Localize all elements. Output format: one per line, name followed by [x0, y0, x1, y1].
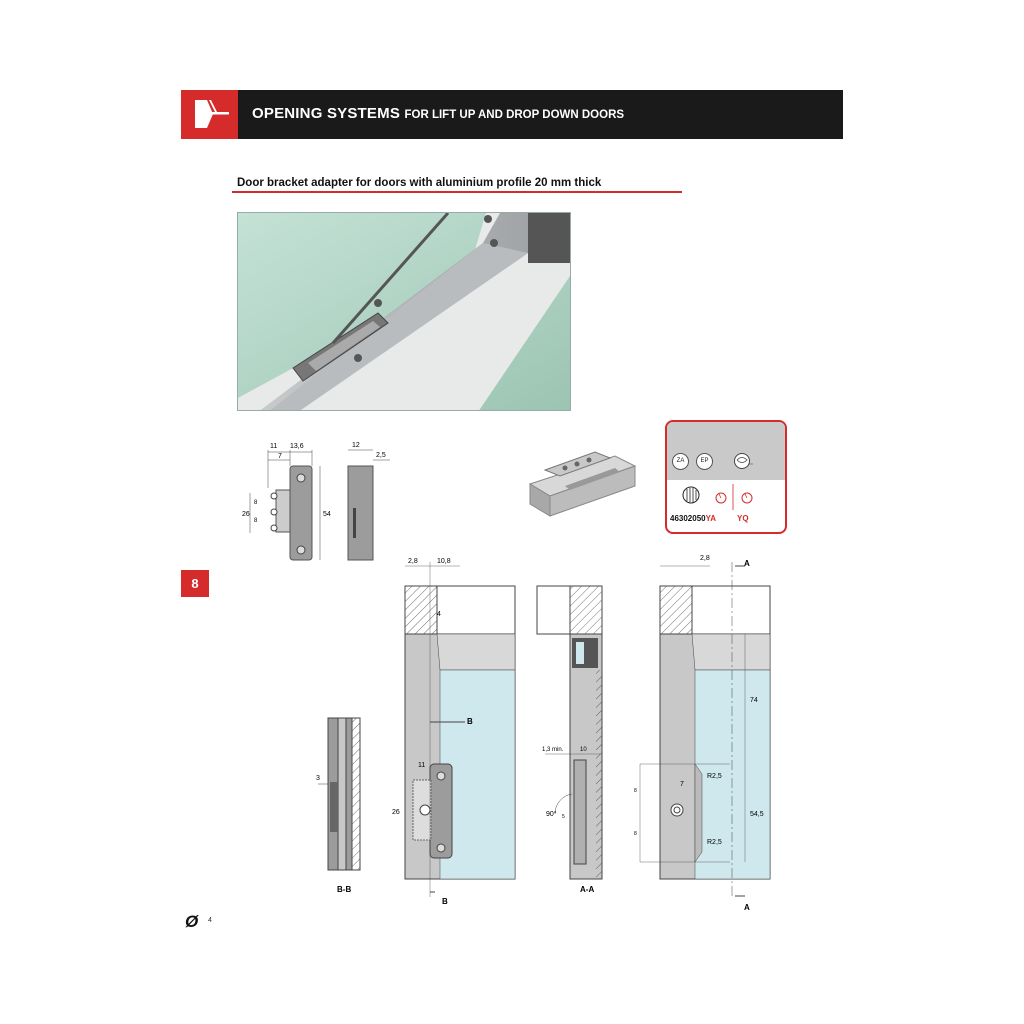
- dim-8-right-b: 8: [634, 831, 637, 837]
- section-subtitle: Door bracket adapter for doors with aluminium profile 20 mm thick: [237, 177, 602, 189]
- dim-12: 12: [352, 442, 360, 449]
- dim-11: 11: [270, 443, 278, 450]
- product-code-alt: YQ: [737, 514, 749, 523]
- dim-7: 7: [278, 453, 282, 460]
- label-b-top: B: [467, 717, 473, 726]
- dim-74: 74: [750, 697, 758, 704]
- radius-bottom: R2,5: [707, 839, 722, 846]
- label-b-bottom: B: [442, 897, 448, 906]
- page-number-tab: 8: [181, 570, 209, 597]
- bracket-dimension-drawing: [240, 438, 400, 568]
- section-aa: [537, 586, 602, 894]
- material-icons-row: [667, 480, 785, 512]
- label-aa: A-A: [580, 885, 595, 894]
- dim-8-a: 8: [254, 500, 258, 506]
- dim-54-5: 54,5: [750, 811, 764, 818]
- dim-8-right-a: 8: [634, 788, 637, 794]
- info-panel-header: [667, 422, 785, 480]
- right-view: [634, 555, 770, 912]
- dim-26: 26: [242, 511, 250, 518]
- dim-11-front: 11: [418, 762, 426, 769]
- subtitle-rule: [232, 191, 682, 193]
- dim-2-8-front: 2,8: [408, 558, 418, 565]
- product-photo: [237, 212, 571, 411]
- dim-7-right: 7: [680, 781, 684, 788]
- dim-2-8-right: 2,8: [700, 555, 710, 562]
- header-title-sub: FOR LIFT UP AND DROP DOWN DOORS: [404, 109, 625, 121]
- dim-26-front: 26: [392, 809, 400, 816]
- dim-10-8: 10,8: [437, 558, 451, 565]
- section-bb: [316, 718, 360, 894]
- label-bb: B-B: [337, 885, 352, 894]
- product-code-prefix: 46302050: [670, 514, 706, 523]
- label-a-bottom: A: [744, 903, 750, 912]
- dim-3: 3: [316, 775, 320, 782]
- dim-5: 5: [562, 814, 565, 820]
- product-info-panel: [665, 420, 787, 534]
- dim-10: 10: [580, 747, 587, 753]
- dim-54: 54: [323, 511, 331, 518]
- dim-13-6: 13,6: [290, 443, 304, 450]
- front-view: [392, 558, 515, 906]
- dim-2-5: 2,5: [376, 452, 386, 459]
- za-badge: ZA: [672, 453, 689, 470]
- header-title: [252, 105, 624, 123]
- ep-badge: EP: [696, 453, 713, 470]
- dim-90-deg: 90°: [546, 811, 557, 818]
- dim-1-3-min: 1,3 min.: [542, 747, 564, 753]
- bracket-3d-render: [525, 446, 640, 518]
- label-a-top: A: [744, 559, 750, 568]
- brand-logo-icon: [181, 90, 238, 139]
- product-code: [670, 514, 716, 523]
- header-title-main: OPENING SYSTEMS: [252, 105, 401, 122]
- footer-page-number: 4: [208, 917, 212, 924]
- dim-4: 4: [437, 611, 441, 618]
- radius-top: R2,5: [707, 773, 722, 780]
- technical-drawings: [310, 552, 790, 914]
- product-code-suffix: YA: [705, 514, 716, 523]
- footer-brand-logo: Ø: [185, 912, 199, 931]
- header-band: [181, 90, 843, 139]
- dim-8-b: 8: [254, 518, 258, 524]
- finish-icon: [733, 452, 755, 470]
